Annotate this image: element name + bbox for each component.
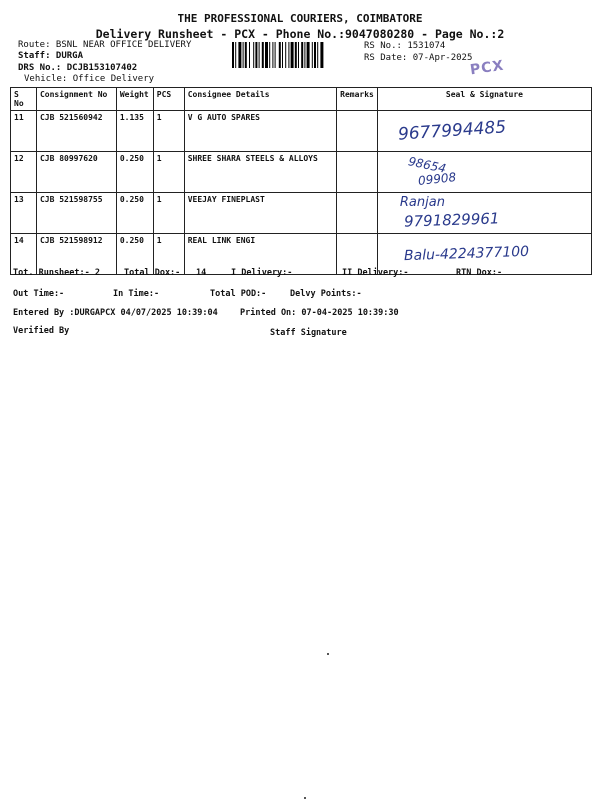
col-sno: S No [11, 88, 37, 111]
table-row [11, 152, 592, 193]
cell-pcs: 1 [153, 152, 184, 193]
table-row [11, 193, 592, 234]
col-consignee: Consignee Details [184, 88, 336, 111]
cell-remarks [337, 152, 378, 193]
table-row [11, 111, 592, 152]
cell-signature [377, 193, 591, 234]
cell-weight: 0.250 [116, 193, 153, 234]
runsheet-subtitle: Delivery Runsheet - PCX - Phone No.:9047080280 - Page No.:2 [95, 27, 505, 41]
cell-consignee: V G AUTO SPARES [184, 111, 336, 152]
col-consignment: Consignment No [36, 88, 116, 111]
cell-consignee: SHREE SHARA STEELS & ALLOYS [184, 152, 336, 193]
cell-pcs: 1 [153, 111, 184, 152]
verified-by: Verified By [13, 326, 70, 336]
staff-label: Staff: DURGA [18, 51, 84, 61]
cell-sno: 13 [11, 193, 37, 234]
col-remarks: Remarks [337, 88, 378, 111]
table-header-row [11, 88, 592, 111]
rtn-dox: RTN Dox:- [456, 268, 503, 278]
cell-signature [377, 111, 591, 152]
signature-text: 09908 [417, 170, 457, 188]
scan-speck [327, 653, 329, 655]
cell-sno: 14 [11, 234, 37, 275]
barcode-image [232, 42, 358, 68]
entered-by: Entered By :DURGAPCX 04/07/2025 10:39:04 [13, 308, 218, 318]
consignment-table [10, 87, 592, 275]
scan-speck [304, 797, 306, 799]
col-pcs: PCS [153, 88, 184, 111]
cell-signature [377, 152, 591, 193]
cell-pcs: 1 [153, 193, 184, 234]
signature-text: 9791829961 [403, 209, 500, 231]
signature-text: 9677994485 [397, 117, 507, 145]
signature-text: Balu-4224377100 [403, 243, 530, 265]
total-pod: Total POD:- [210, 289, 267, 299]
cell-consignment: CJB 521560942 [36, 111, 116, 152]
cell-weight: 0.250 [116, 152, 153, 193]
in-time: In Time:- [113, 289, 160, 299]
rs-date: RS Date: 07-Apr-2025 [364, 53, 473, 63]
vehicle-label: Vehicle: Office Delivery [24, 74, 155, 84]
signature-text: Ranjan [399, 195, 445, 210]
company-title: THE PROFESSIONAL COURIERS, COIMBATORE [177, 12, 423, 25]
cell-sno: 11 [11, 111, 37, 152]
ii-delivery: II Delivery:- [342, 268, 409, 278]
rs-number: RS No.: 1531074 [364, 41, 446, 51]
cell-consignment: CJB 521598912 [36, 234, 116, 275]
cell-consignment: CJB 80997620 [36, 152, 116, 193]
delvy-points: Delvy Points:- [290, 289, 362, 299]
route-label: Route: BSNL NEAR OFFICE DELIVERY [18, 40, 192, 50]
cell-consignee: VEEJAY FINEPLAST [184, 193, 336, 234]
cell-remarks [337, 193, 378, 234]
i-delivery: I Delivery:- [231, 268, 293, 278]
tot-runsheet: Tot. Runsheet:- 2 [13, 268, 100, 278]
cell-weight: 1.135 [116, 111, 153, 152]
cell-remarks [337, 111, 378, 152]
cell-sno: 12 [11, 152, 37, 193]
total-dox-label: Total Dox:- [124, 268, 181, 278]
out-time: Out Time:- [13, 289, 65, 299]
drs-number: DRS No.: DCJB153107402 [18, 63, 138, 73]
cell-weight: 0.250 [116, 234, 153, 275]
col-signature: Seal & Signature [377, 88, 591, 111]
cell-pcs: 1 [153, 234, 184, 275]
col-weight: Weight [116, 88, 153, 111]
total-dox-value: 14 [196, 268, 207, 278]
cell-consignment: CJB 521598755 [36, 193, 116, 234]
pcx-stamp: PCX [469, 57, 506, 79]
staff-signature: Staff Signature [270, 328, 347, 338]
cell-consignee: REAL LINK ENGI [184, 234, 336, 275]
signature-text: 98654 [406, 154, 448, 176]
printed-on: Printed On: 07-04-2025 10:39:30 [240, 308, 399, 318]
